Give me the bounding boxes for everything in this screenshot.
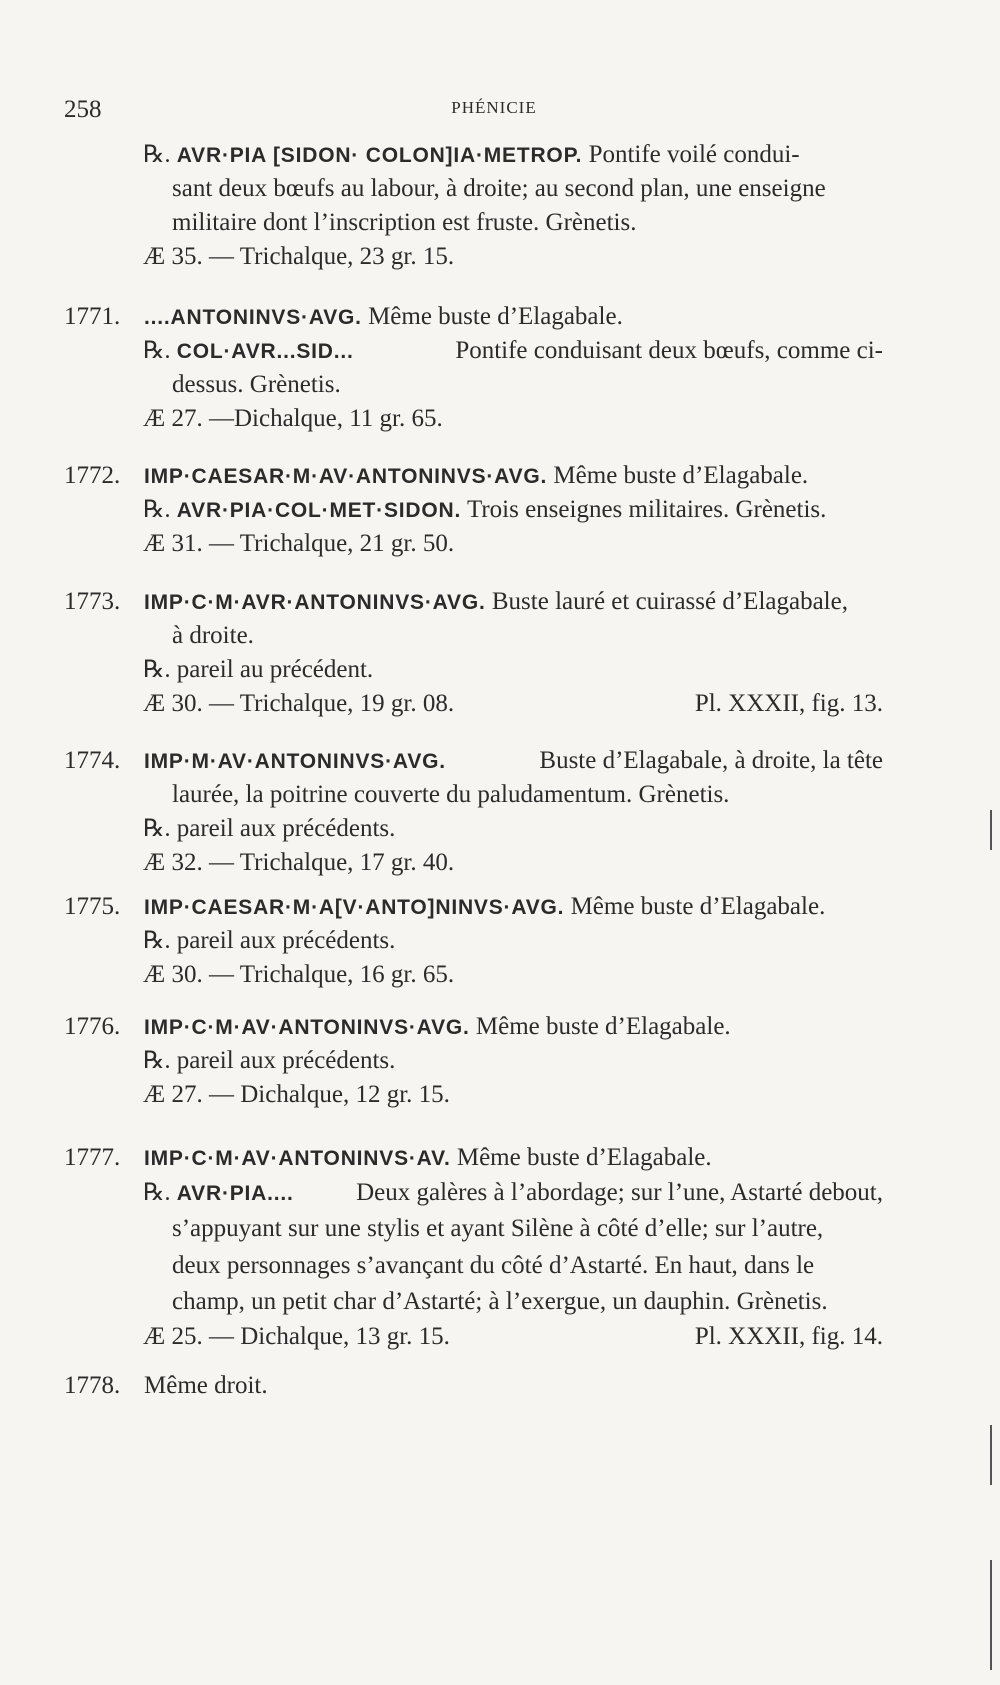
entry-number: 1774. xyxy=(64,747,121,774)
entry-number: 1772. xyxy=(64,462,121,489)
obverse-legend: IMP·CAESAR·M·A[V·ANTO]NINVS·AVG. xyxy=(144,896,565,919)
entry-number: 1775. xyxy=(64,893,121,920)
entry-line xyxy=(64,744,883,779)
entry-number: 1776. xyxy=(64,1013,121,1040)
plate-reference: Pl. XXXII, fig. 14. xyxy=(694,1323,883,1350)
plate-reference: Pl. XXXII, fig. 13. xyxy=(694,690,883,717)
recipe-symbol: ℞. xyxy=(143,338,171,364)
entry-line xyxy=(64,1141,712,1176)
obverse-legend: IMP·M·AV·ANTONINVS·AVG. xyxy=(144,750,446,773)
reverse-desc: pareil au précédent. xyxy=(176,656,374,683)
metal-weight: Æ 32. — Trichalque, 17 gr. 40. xyxy=(143,849,455,876)
obverse-desc: Buste d’Elagabale, à droite, la tête xyxy=(539,747,883,774)
obverse-desc: Même buste d’Elagabale. xyxy=(475,1013,731,1040)
reverse-desc: Deux galères à l’abordage; sur l’une, Astarté debout, xyxy=(356,1179,883,1206)
obverse-legend: ....ANTONINVS·AVG. xyxy=(144,306,362,329)
reverse-legend: AVR·PIA [SIDON· COLON]IA·METROP. xyxy=(176,144,583,167)
obverse-legend: IMP·C·M·AV·ANTONINVS·AV. xyxy=(144,1147,451,1170)
reverse-line xyxy=(143,924,395,958)
entry-line xyxy=(64,1369,268,1403)
obverse-legend: IMP·C·M·AVR·ANTONINVS·AVG. xyxy=(144,591,486,614)
reverse-legend: COL·AVR...SID... xyxy=(176,340,354,363)
metal-weight: Æ 27. — Dichalque, 12 gr. 15. xyxy=(143,1081,450,1108)
reverse-line xyxy=(143,493,826,528)
obverse-desc: Même buste d’Elagabale. xyxy=(570,893,826,920)
reverse-desc: sant deux bœufs au labour, à droite; au second plan, une enseigne xyxy=(172,175,826,202)
recipe-symbol: ℞. xyxy=(143,1048,171,1074)
reverse-desc: pareil aux précédents. xyxy=(176,815,396,842)
reverse-desc: Pontife conduisant deux bœufs, comme ci- xyxy=(455,337,883,364)
entry-number: 1778. xyxy=(64,1372,121,1399)
entry-number: 1771. xyxy=(64,303,121,330)
metal-weight: Æ 30. — Trichalque, 19 gr. 08. xyxy=(143,690,455,717)
metal-weight: Æ 25. — Dichalque, 13 gr. 15. xyxy=(143,1323,450,1350)
obverse-desc: laurée, la poitrine couverte du paludamentum. Grènetis. xyxy=(172,781,730,808)
entry-line xyxy=(64,459,808,494)
page-edge-mark xyxy=(990,810,992,850)
reverse-desc: pareil aux précédents. xyxy=(176,1047,396,1074)
obverse-legend: IMP·C·M·AV·ANTONINVS·AVG. xyxy=(144,1016,470,1039)
reverse-desc: Trois enseignes militaires. Grènetis. xyxy=(466,496,827,523)
obverse-desc: Buste lauré et cuirassé d’Elagabale, xyxy=(491,588,848,615)
reverse-desc: dessus. Grènetis. xyxy=(172,371,341,398)
reverse-line xyxy=(143,1044,395,1078)
page-edge-mark xyxy=(990,1560,992,1670)
metal-weight: Æ 31. — Trichalque, 21 gr. 50. xyxy=(143,530,455,557)
recipe-symbol: ℞. xyxy=(143,657,171,683)
reverse-desc: pareil aux précédents. xyxy=(176,927,396,954)
recipe-symbol: ℞. xyxy=(143,816,171,842)
metal-line xyxy=(143,1320,883,1354)
recipe-symbol: ℞. xyxy=(143,1180,171,1206)
reverse-line xyxy=(143,812,395,846)
obverse-desc: Même buste d’Elagabale. xyxy=(553,462,809,489)
metal-weight: Æ 27. —Dichalque, 11 gr. 65. xyxy=(143,405,443,432)
reverse-desc: Pontife voilé condui- xyxy=(588,141,800,168)
reverse-desc: s’appuyant sur une stylis et ayant Silène à côté d’elle; sur l’autre, xyxy=(172,1215,824,1242)
recipe-symbol: ℞. xyxy=(143,142,171,168)
entry-line xyxy=(64,585,848,620)
reverse-line xyxy=(143,1176,883,1211)
obverse-desc: Même buste d’Elagabale. xyxy=(456,1144,712,1171)
metal-weight: Æ 30. — Trichalque, 16 gr. 65. xyxy=(143,961,455,988)
obverse-desc: à droite. xyxy=(172,622,254,649)
reverse-line xyxy=(143,653,373,687)
reverse-line xyxy=(143,334,883,369)
entry-line xyxy=(64,890,825,925)
obverse-legend: IMP·CAESAR·M·AV·ANTONINVS·AVG. xyxy=(144,465,548,488)
metal-line xyxy=(143,687,883,721)
page-edge-mark xyxy=(990,1425,992,1485)
reverse-desc: deux personnages s’avançant du côté d’Astarté. En haut, dans le xyxy=(172,1252,815,1279)
reverse-legend: AVR·PIA.... xyxy=(176,1182,294,1205)
metal-weight: Æ 35. — Trichalque, 23 gr. 15. xyxy=(143,243,455,270)
entry-number: 1777. xyxy=(64,1144,121,1171)
reverse-desc: militaire dont l’inscription est fruste. Grènetis. xyxy=(172,209,637,236)
page-header xyxy=(64,96,924,130)
recipe-symbol: ℞. xyxy=(143,928,171,954)
entry-number: 1773. xyxy=(64,588,121,615)
obverse-desc: Même buste d’Elagabale. xyxy=(368,303,623,330)
page-number: 258 xyxy=(64,96,102,123)
reverse-legend: AVR·PIA·COL·MET·SIDON. xyxy=(176,499,462,522)
recipe-symbol: ℞. xyxy=(143,497,171,523)
running-head: PHÉNICIE xyxy=(451,98,537,117)
reverse-line xyxy=(143,138,800,173)
reverse-desc: champ, un petit char d’Astarté; à l’exergue, un dauphin. Grènetis. xyxy=(172,1288,828,1315)
obverse-desc: Même droit. xyxy=(144,1372,268,1399)
entry-line xyxy=(64,300,623,335)
entry-line xyxy=(64,1010,731,1045)
